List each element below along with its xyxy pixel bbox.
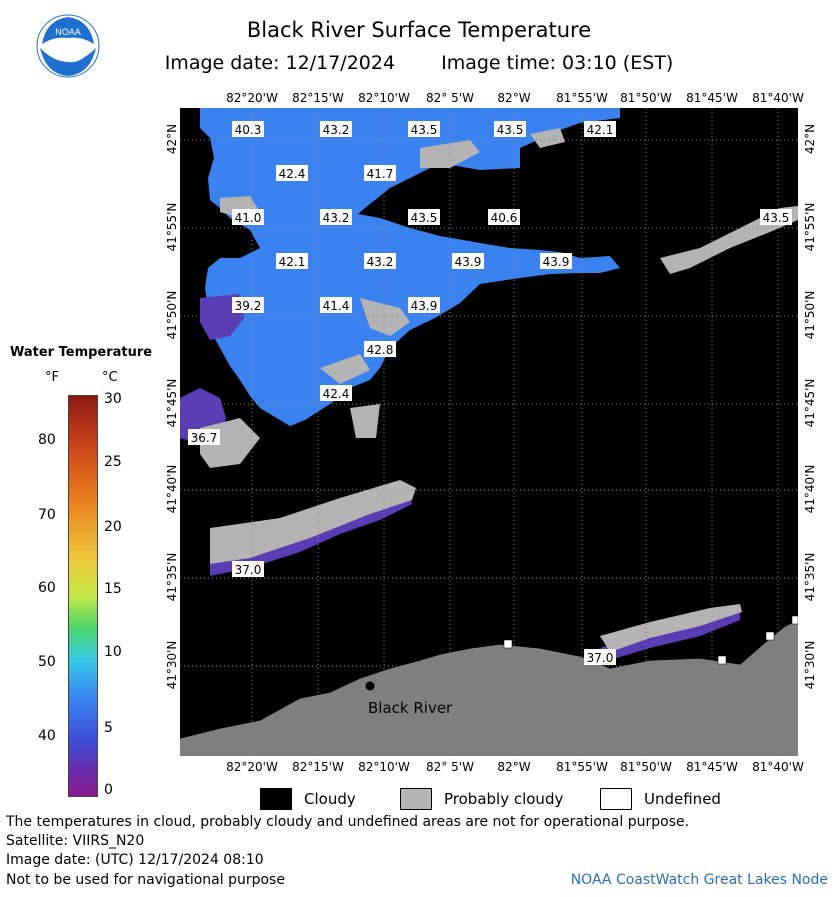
- colorbar-c-label: 5: [104, 720, 113, 736]
- colorbar-c-label: 30: [104, 391, 122, 407]
- image-subtitle: [0, 52, 838, 74]
- temp-label: 42.1: [586, 123, 614, 137]
- legend-label-cloudy: Cloudy: [304, 790, 356, 808]
- legend-label-undefined: Undefined: [644, 790, 721, 808]
- colorbar-f-label: 40: [38, 728, 56, 744]
- y-tick-left: 42°N: [165, 123, 179, 155]
- temp-label: 41.7: [366, 167, 394, 181]
- legend-undefined: [600, 788, 721, 810]
- y-tick-left: 41°40'N: [165, 464, 179, 514]
- temp-label: 41.0: [234, 211, 262, 225]
- colorbar-unit-f: °F: [45, 370, 59, 385]
- utc-date-text: Image date: (UTC) 12/17/2024 08:10: [6, 852, 264, 868]
- y-tick-left: 41°30'N: [165, 640, 179, 690]
- temp-label: 43.2: [322, 123, 350, 137]
- x-tick-bottom: 81°50'W: [620, 760, 672, 774]
- temp-label: 43.9: [542, 255, 570, 269]
- temp-label: 39.2: [234, 299, 262, 313]
- colorbar-f-label: 50: [38, 654, 56, 670]
- colorbar-f-label: 60: [38, 580, 56, 596]
- x-tick-bottom: 82° 5'W: [426, 760, 474, 774]
- legend-probably-cloudy: [400, 788, 563, 810]
- temp-label: 43.9: [410, 299, 438, 313]
- image-time: Image time: 03:10 (EST): [441, 52, 674, 74]
- temperature-map: [180, 108, 798, 756]
- nav-note-text: Not to be used for navigational purpose: [6, 872, 285, 888]
- temp-label: 42.8: [366, 343, 394, 357]
- x-tick-bottom: 82°15'W: [292, 760, 344, 774]
- legend-cloudy: [260, 788, 356, 810]
- y-tick-left: 41°50'N: [165, 290, 179, 340]
- temp-label: 42.1: [278, 255, 306, 269]
- temp-label: 40.3: [234, 123, 262, 137]
- place-label-black-river: Black River: [368, 699, 453, 717]
- colorbar-f-label: 70: [38, 507, 56, 523]
- x-tick-top: 82°20'W: [226, 91, 278, 105]
- legend-swatch-probably-cloudy: [400, 788, 432, 810]
- temp-label: 43.2: [366, 255, 394, 269]
- credit-link[interactable]: NOAA CoastWatch Great Lakes Node: [570, 872, 828, 888]
- temp-label: 42.4: [322, 387, 350, 401]
- temp-label: 43.2: [322, 211, 350, 225]
- colorbar-c-label: 15: [104, 581, 122, 597]
- legend-swatch-undefined: [600, 788, 632, 810]
- logo-text: NOAA: [55, 27, 81, 37]
- colorbar-c-label: 25: [104, 454, 122, 470]
- colorbar-c-label: 20: [104, 519, 122, 535]
- colorbar-c-label: 10: [104, 644, 122, 660]
- x-tick-top: 82°W: [497, 91, 531, 105]
- legend-label-probably-cloudy: Probably cloudy: [444, 790, 564, 808]
- y-tick-right: 41°35'N: [803, 552, 817, 602]
- x-tick-bottom: 81°55'W: [556, 760, 608, 774]
- y-tick-right: 41°30'N: [803, 640, 817, 690]
- colorbar-f-label: 80: [38, 432, 56, 448]
- temp-label: 37.0: [234, 563, 262, 577]
- colorbar-title: Water Temperature: [10, 345, 153, 360]
- y-tick-left: 41°45'N: [165, 378, 179, 428]
- temp-label: 42.4: [278, 167, 306, 181]
- black-river-marker: [366, 682, 375, 691]
- y-tick-right: 41°40'N: [803, 464, 817, 514]
- disclaimer-text: The temperatures in cloud, probably cloudy and undefined areas are not for operational purpose.: [6, 814, 690, 830]
- y-tick-right: 41°50'N: [803, 290, 817, 340]
- temp-label: 43.5: [410, 123, 438, 137]
- temp-label: 43.9: [454, 255, 482, 269]
- y-tick-left: 41°55'N: [165, 202, 179, 252]
- map-canvas: [180, 108, 798, 756]
- x-tick-top: 81°45'W: [686, 91, 738, 105]
- y-tick-right: 41°55'N: [803, 202, 817, 252]
- legend-swatch-cloudy: [260, 788, 292, 810]
- colorbar-unit-c: °C: [102, 370, 118, 385]
- x-tick-bottom: 81°40'W: [752, 760, 804, 774]
- temp-label: 43.5: [410, 211, 438, 225]
- x-tick-top: 81°55'W: [556, 91, 608, 105]
- temp-label: 40.6: [490, 211, 518, 225]
- colorbar-c-label: 0: [104, 782, 113, 798]
- temp-label: 37.0: [586, 651, 614, 665]
- colorbar: [68, 395, 98, 797]
- temp-label: 36.7: [190, 431, 218, 445]
- page-title: Black River Surface Temperature: [246, 18, 592, 42]
- x-tick-top: 82°10'W: [358, 91, 410, 105]
- x-tick-top: 82° 5'W: [426, 91, 474, 105]
- temp-label: 41.4: [322, 299, 350, 313]
- satellite-text: Satellite: VIIRS_N20: [6, 833, 145, 849]
- image-date: Image date: 12/17/2024: [164, 52, 396, 74]
- x-tick-bottom: 81°45'W: [686, 760, 738, 774]
- x-tick-bottom: 82°20'W: [226, 760, 278, 774]
- temp-label: 43.5: [496, 123, 524, 137]
- x-tick-bottom: 82°W: [497, 760, 531, 774]
- x-tick-top: 81°40'W: [752, 91, 804, 105]
- y-tick-right: 42°N: [803, 123, 817, 155]
- x-tick-bottom: 82°10'W: [358, 760, 410, 774]
- y-tick-left: 41°35'N: [165, 552, 179, 602]
- y-tick-right: 41°45'N: [803, 378, 817, 428]
- x-tick-top: 81°50'W: [620, 91, 672, 105]
- x-tick-top: 82°15'W: [292, 91, 344, 105]
- temp-label: 43.5: [762, 211, 790, 225]
